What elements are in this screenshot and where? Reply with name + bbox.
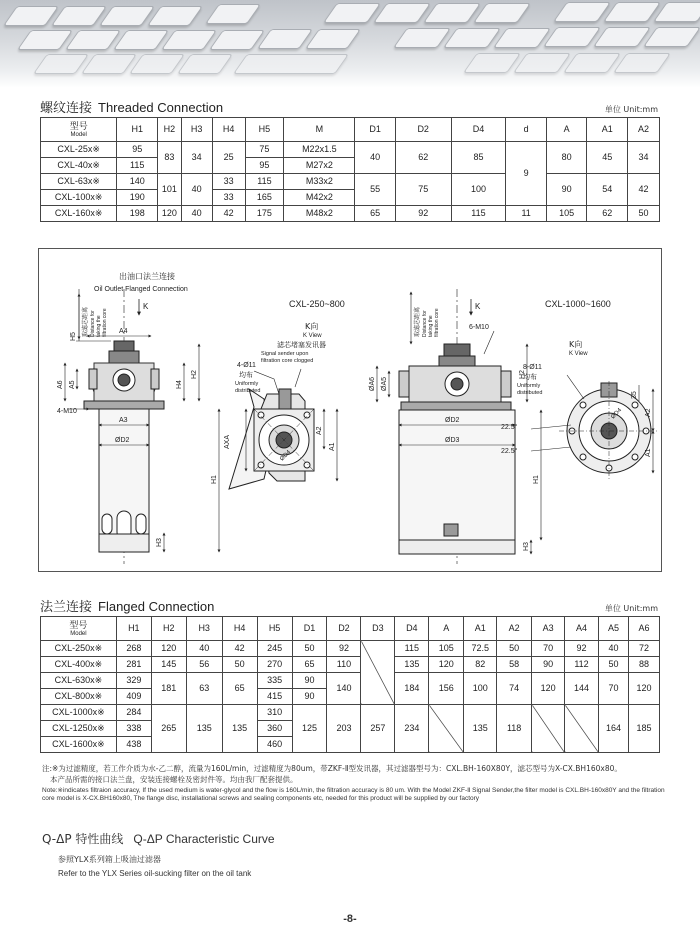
qp-curve-title <box>42 830 275 847</box>
value-cell: 105 <box>429 641 464 657</box>
value-cell: 184 <box>395 673 429 705</box>
value-cell: 135 <box>464 705 497 753</box>
value-cell: 281 <box>116 657 151 673</box>
model-cell: CXL-250x※ <box>41 641 117 657</box>
value-cell: 284 <box>116 705 151 721</box>
threaded-section-title <box>40 97 223 116</box>
column-header: A1 <box>587 118 627 142</box>
table-row <box>41 206 660 222</box>
value-cell: 54 <box>587 174 627 206</box>
value-cell: 120 <box>151 641 186 657</box>
value-cell: 156 <box>429 673 464 705</box>
value-cell: 120 <box>158 206 182 222</box>
model-cell: CXL-63x※ <box>41 174 117 190</box>
column-header: A2 <box>627 118 659 142</box>
signal-sender-cn: 滤芯堵塞发讯器 <box>277 341 326 349</box>
value-cell: 70 <box>599 673 629 705</box>
value-cell: M48x2 <box>284 206 355 222</box>
value-cell: 165 <box>245 190 284 206</box>
column-header: M <box>284 118 355 142</box>
column-header: d <box>506 118 546 142</box>
value-cell: 75 <box>395 174 451 206</box>
table-row <box>41 174 660 190</box>
table-row <box>41 142 660 158</box>
model-cell: CXL-160x※ <box>41 206 117 222</box>
value-cell: 203 <box>327 705 361 753</box>
dim-h3: H3 <box>156 538 163 547</box>
threaded-spec-table <box>40 117 660 222</box>
dim-d3: ØD3 <box>445 437 460 444</box>
page-number: -8- <box>343 913 357 925</box>
column-header: A1 <box>464 617 497 641</box>
uniform-en1-2: Uniformly <box>517 383 541 389</box>
value-cell: 42 <box>212 206 245 222</box>
column-header: A4 <box>565 617 599 641</box>
k-marker-1: K <box>143 302 149 311</box>
k-direction-1: K向 <box>305 322 319 331</box>
flanged-title-cn: 法兰连接 <box>40 600 93 615</box>
svg-text:filtration core: filtration core <box>434 308 440 337</box>
svg-text:Distance for: Distance for <box>422 310 428 337</box>
column-header: A <box>546 118 587 142</box>
model-header: 型号 Model <box>41 118 117 142</box>
value-cell: 82 <box>464 657 497 673</box>
dim-h3-b: H3 <box>523 542 530 551</box>
model-cell: CXL-25x※ <box>41 142 117 158</box>
value-cell: 40 <box>181 206 212 222</box>
k-marker-2: K <box>475 302 481 311</box>
value-cell: 40 <box>599 641 629 657</box>
table-header-row <box>41 617 660 641</box>
value-cell: 100 <box>451 174 506 206</box>
dim-h5: H5 <box>70 332 77 341</box>
note-en: Note:※indicates filtraion accuracy, If the used medium is water-glycol and the flow is 160L/min, the filtration accuracy is 80 um. With the Model ZKF-Ⅱ Signal Sender,the filter model is CXL.BH-160x80Y and the filtration core model is X-CX.BH160x80, The flange disc, installational screws and sealing components etc, needed for this product will be supplied by our factory <box>42 787 665 803</box>
column-header: H4 <box>222 617 257 641</box>
value-cell: 120 <box>628 673 659 705</box>
k-view-2: K View <box>569 351 588 357</box>
value-cell: 92 <box>565 641 599 657</box>
qp-title-cn: Q-ΔP 特性曲线 <box>42 832 124 846</box>
outlet-label-en: Oil Outlet Flanged Connection <box>94 286 188 293</box>
model-range-b: CXL-1000~1600 <box>545 299 611 309</box>
uniform-cn-2: 均布 <box>523 373 537 381</box>
threaded-title-en: Threaded Connection <box>98 100 224 115</box>
table-row <box>41 657 660 673</box>
dim-a3: A3 <box>119 417 128 424</box>
value-cell: 40 <box>355 142 395 174</box>
value-cell: 25 <box>212 142 245 174</box>
value-cell: 50 <box>222 657 257 673</box>
value-cell: 181 <box>151 673 186 705</box>
model-cell: CXL-800x※ <box>41 689 117 705</box>
column-header: H1 <box>117 118 158 142</box>
value-cell: 190 <box>117 190 158 206</box>
svg-text:取滤芯距离: 取滤芯距离 <box>414 306 421 337</box>
value-cell: 145 <box>151 657 186 673</box>
value-cell: 135 <box>222 705 257 753</box>
value-cell: 88 <box>628 657 659 673</box>
column-header: D4 <box>451 118 506 142</box>
value-cell: 115 <box>395 641 429 657</box>
column-header: D1 <box>292 617 327 641</box>
value-cell: 460 <box>257 737 292 753</box>
dim-a5: A5 <box>69 380 76 389</box>
value-cell: 50 <box>497 641 532 657</box>
value-cell: 105 <box>546 206 587 222</box>
empty-diagonal-cell <box>361 641 395 705</box>
value-cell: 45 <box>587 142 627 174</box>
flanged-spec-table <box>40 616 660 753</box>
empty-diagonal-cell <box>429 705 464 753</box>
qp-reference-en: Refer to the YLX Series oil-sucking filter on the oil tank <box>58 869 252 878</box>
angle-label-2: 22.5° <box>501 448 518 455</box>
value-cell: 120 <box>532 673 565 705</box>
column-header: H3 <box>186 617 222 641</box>
value-cell: 34 <box>627 142 659 174</box>
value-cell: 34 <box>181 142 212 174</box>
value-cell: 50 <box>627 206 659 222</box>
value-cell: 438 <box>116 737 151 753</box>
dim-h2-b: H2 <box>519 370 526 379</box>
take-distance-label-1 <box>81 307 108 337</box>
value-cell: 72 <box>628 641 659 657</box>
k-view-1000-1600 <box>531 375 659 481</box>
value-cell: 135 <box>186 705 222 753</box>
technical-drawing-panel <box>38 248 662 572</box>
column-header: H5 <box>257 617 292 641</box>
value-cell: 270 <box>257 657 292 673</box>
dim-a2-b: A2 <box>645 408 652 417</box>
svg-text:取滤芯距离: 取滤芯距离 <box>82 306 89 337</box>
dim-a6-b: ØA6 <box>369 376 376 391</box>
value-cell: 90 <box>532 657 565 673</box>
dim-d4: ØD4 <box>279 449 293 463</box>
thread-label-6: 6-M10 <box>469 324 489 331</box>
column-header: D3 <box>361 617 395 641</box>
column-header: D2 <box>327 617 361 641</box>
model-range-a: CXL-250~800 <box>289 299 345 309</box>
value-cell: 70 <box>532 641 565 657</box>
value-cell: 65 <box>355 206 395 222</box>
flanged-unit: 单位 Unit:mm <box>604 604 658 613</box>
column-header: D4 <box>395 617 429 641</box>
value-cell: 83 <box>158 142 182 174</box>
value-cell: 360 <box>257 721 292 737</box>
value-cell: 257 <box>361 705 395 753</box>
value-cell: 9 <box>506 142 546 206</box>
svg-text:taking the: taking the <box>96 315 102 337</box>
column-header: D2 <box>395 118 451 142</box>
value-cell: 125 <box>292 705 327 753</box>
value-cell: 63 <box>186 673 222 705</box>
dim-a1-b: A1 <box>645 448 652 457</box>
value-cell: 164 <box>599 705 629 753</box>
value-cell: 100 <box>464 673 497 705</box>
threaded-title-cn: 螺纹连接 <box>40 101 93 116</box>
dim-h1-b: H1 <box>533 475 540 484</box>
value-cell: 62 <box>395 142 451 174</box>
column-header: D1 <box>355 118 395 142</box>
column-header: A5 <box>599 617 629 641</box>
model-cell: CXL-630x※ <box>41 673 117 689</box>
value-cell: 50 <box>599 657 629 673</box>
technical-drawing <box>39 249 661 571</box>
value-cell: 55 <box>355 174 395 206</box>
value-cell: 90 <box>292 673 327 689</box>
column-header: H5 <box>245 118 284 142</box>
model-cell: CXL-100x※ <box>41 190 117 206</box>
empty-diagonal-cell <box>565 705 599 753</box>
dim-a1: A1 <box>329 442 336 451</box>
take-distance-label-2 <box>413 307 440 337</box>
column-header: H2 <box>151 617 186 641</box>
note-cn-1: 注:※为过滤精度，若工作介质为水-乙二醇，流量为160L/min，过滤精度为80um，带ZKF-Ⅱ型发讯器，其过滤器型号为：CXL.BH-160X80Y，滤芯型号为X-CX.BH160x80。 <box>42 764 622 773</box>
model-cell: CXL-40x※ <box>41 158 117 174</box>
uniform-en2-1: distributed <box>235 388 261 394</box>
value-cell: 198 <box>117 206 158 222</box>
model-header: 型号 Model <box>41 617 117 641</box>
axa-label: AXA <box>224 434 231 449</box>
value-cell: 110 <box>327 657 361 673</box>
value-cell: 40 <box>181 174 212 206</box>
uniform-cn-1: 均布 <box>239 371 253 379</box>
column-header: A6 <box>628 617 659 641</box>
dim-a4: A4 <box>119 328 128 335</box>
dim-a6: A6 <box>57 380 64 389</box>
outlet-label-cn: 出油口法兰连接 <box>119 272 175 281</box>
value-cell: M27x2 <box>284 158 355 174</box>
value-cell: 33 <box>212 190 245 206</box>
value-cell: 335 <box>257 673 292 689</box>
svg-text:Distance for: Distance for <box>90 310 96 337</box>
value-cell: 90 <box>546 174 587 206</box>
value-cell: 95 <box>245 158 284 174</box>
k-direction-2: K向 <box>569 340 583 349</box>
column-header: H4 <box>212 118 245 142</box>
value-cell: 11 <box>506 206 546 222</box>
value-cell: 185 <box>628 705 659 753</box>
value-cell: 40 <box>186 641 222 657</box>
value-cell: 101 <box>158 174 182 206</box>
table-row <box>41 673 660 689</box>
value-cell: 42 <box>222 641 257 657</box>
value-cell: 75 <box>245 142 284 158</box>
table-row <box>41 641 660 657</box>
table-header-row <box>41 118 660 142</box>
value-cell: 65 <box>222 673 257 705</box>
value-cell: 80 <box>546 142 587 174</box>
bolt-pattern-4: 4-Ø11 <box>237 362 256 369</box>
model-cell: CXL-1000x※ <box>41 705 117 721</box>
column-header: A3 <box>532 617 565 641</box>
uniform-en1-1: Uniformly <box>235 381 259 387</box>
flanged-title-en: Flanged Connection <box>98 599 215 614</box>
empty-diagonal-cell <box>532 705 565 753</box>
value-cell: 90 <box>292 689 327 705</box>
value-cell: 72.5 <box>464 641 497 657</box>
value-cell: 50 <box>292 641 327 657</box>
qp-reference-cn: 参照YLX系列箱上吸油过滤器 <box>58 855 161 864</box>
value-cell: 92 <box>395 206 451 222</box>
value-cell: 56 <box>186 657 222 673</box>
value-cell: M22x1.5 <box>284 142 355 158</box>
table-row <box>41 705 660 721</box>
value-cell: M33x2 <box>284 174 355 190</box>
dim-d2-b: ØD2 <box>445 417 460 424</box>
dim-h2: H2 <box>191 370 198 379</box>
signal-sender-en-2: filtration core clogged <box>261 358 314 364</box>
column-header: A <box>429 617 464 641</box>
value-cell: 85 <box>451 142 506 174</box>
value-cell: 268 <box>116 641 151 657</box>
dim-h1: H1 <box>211 475 218 484</box>
svg-text:taking the: taking the <box>428 315 434 337</box>
dim-d4-b: ØD4 <box>610 407 624 421</box>
value-cell: 33 <box>212 174 245 190</box>
value-cell: 140 <box>117 174 158 190</box>
value-cell: 144 <box>565 673 599 705</box>
value-cell: 115 <box>451 206 506 222</box>
model-cell: CXL-1600x※ <box>41 737 117 753</box>
angle-label-1: 22.5° <box>501 424 518 431</box>
value-cell: 112 <box>565 657 599 673</box>
header-keyboard-photo <box>0 0 700 88</box>
value-cell: 415 <box>257 689 292 705</box>
note-cn-2: 本产品所需的接口法兰盘，安装连接螺栓及密封件等。均由我厂配套提供。 <box>50 775 298 784</box>
value-cell: M42x2 <box>284 190 355 206</box>
threaded-unit: 单位 Unit:mm <box>604 105 658 114</box>
column-header: H1 <box>116 617 151 641</box>
thread-label-4: 4-M10 <box>57 408 77 415</box>
value-cell: 62 <box>587 206 627 222</box>
model-cell: CXL-400x※ <box>41 657 117 673</box>
value-cell: 74 <box>497 673 532 705</box>
value-cell: 58 <box>497 657 532 673</box>
value-cell: 310 <box>257 705 292 721</box>
value-cell: 120 <box>429 657 464 673</box>
dim-a2: A2 <box>316 426 323 435</box>
value-cell: 140 <box>327 673 361 705</box>
value-cell: 135 <box>395 657 429 673</box>
value-cell: 65 <box>292 657 327 673</box>
value-cell: 265 <box>151 705 186 753</box>
value-cell: 115 <box>245 174 284 190</box>
dim-d2: ØD2 <box>115 437 130 444</box>
dim-35: 35 <box>631 391 638 399</box>
value-cell: 338 <box>116 721 151 737</box>
value-cell: 95 <box>117 142 158 158</box>
value-cell: 245 <box>257 641 292 657</box>
column-header: A2 <box>497 617 532 641</box>
value-cell: 115 <box>117 158 158 174</box>
value-cell: 118 <box>497 705 532 753</box>
value-cell: 92 <box>327 641 361 657</box>
value-cell: 409 <box>116 689 151 705</box>
flanged-section-title <box>40 596 214 615</box>
qp-title-en: Q-ΔP Characteristic Curve <box>133 832 275 846</box>
value-cell: 234 <box>395 705 429 753</box>
uniform-en2-2: distributed <box>517 390 543 396</box>
bolt-pattern-8: 8-Ø11 <box>523 364 542 371</box>
value-cell: 175 <box>245 206 284 222</box>
model-cell: CXL-1250x※ <box>41 721 117 737</box>
value-cell: 329 <box>116 673 151 689</box>
value-cell: 42 <box>627 174 659 206</box>
column-header: H2 <box>158 118 182 142</box>
column-header: H3 <box>181 118 212 142</box>
k-view-1: K View <box>303 333 322 339</box>
signal-sender-en-1: Signal sender upon <box>261 351 309 357</box>
svg-text:filtration core: filtration core <box>102 308 108 337</box>
dim-a5-b: ØA5 <box>381 376 388 391</box>
dim-h4: H4 <box>176 380 183 389</box>
